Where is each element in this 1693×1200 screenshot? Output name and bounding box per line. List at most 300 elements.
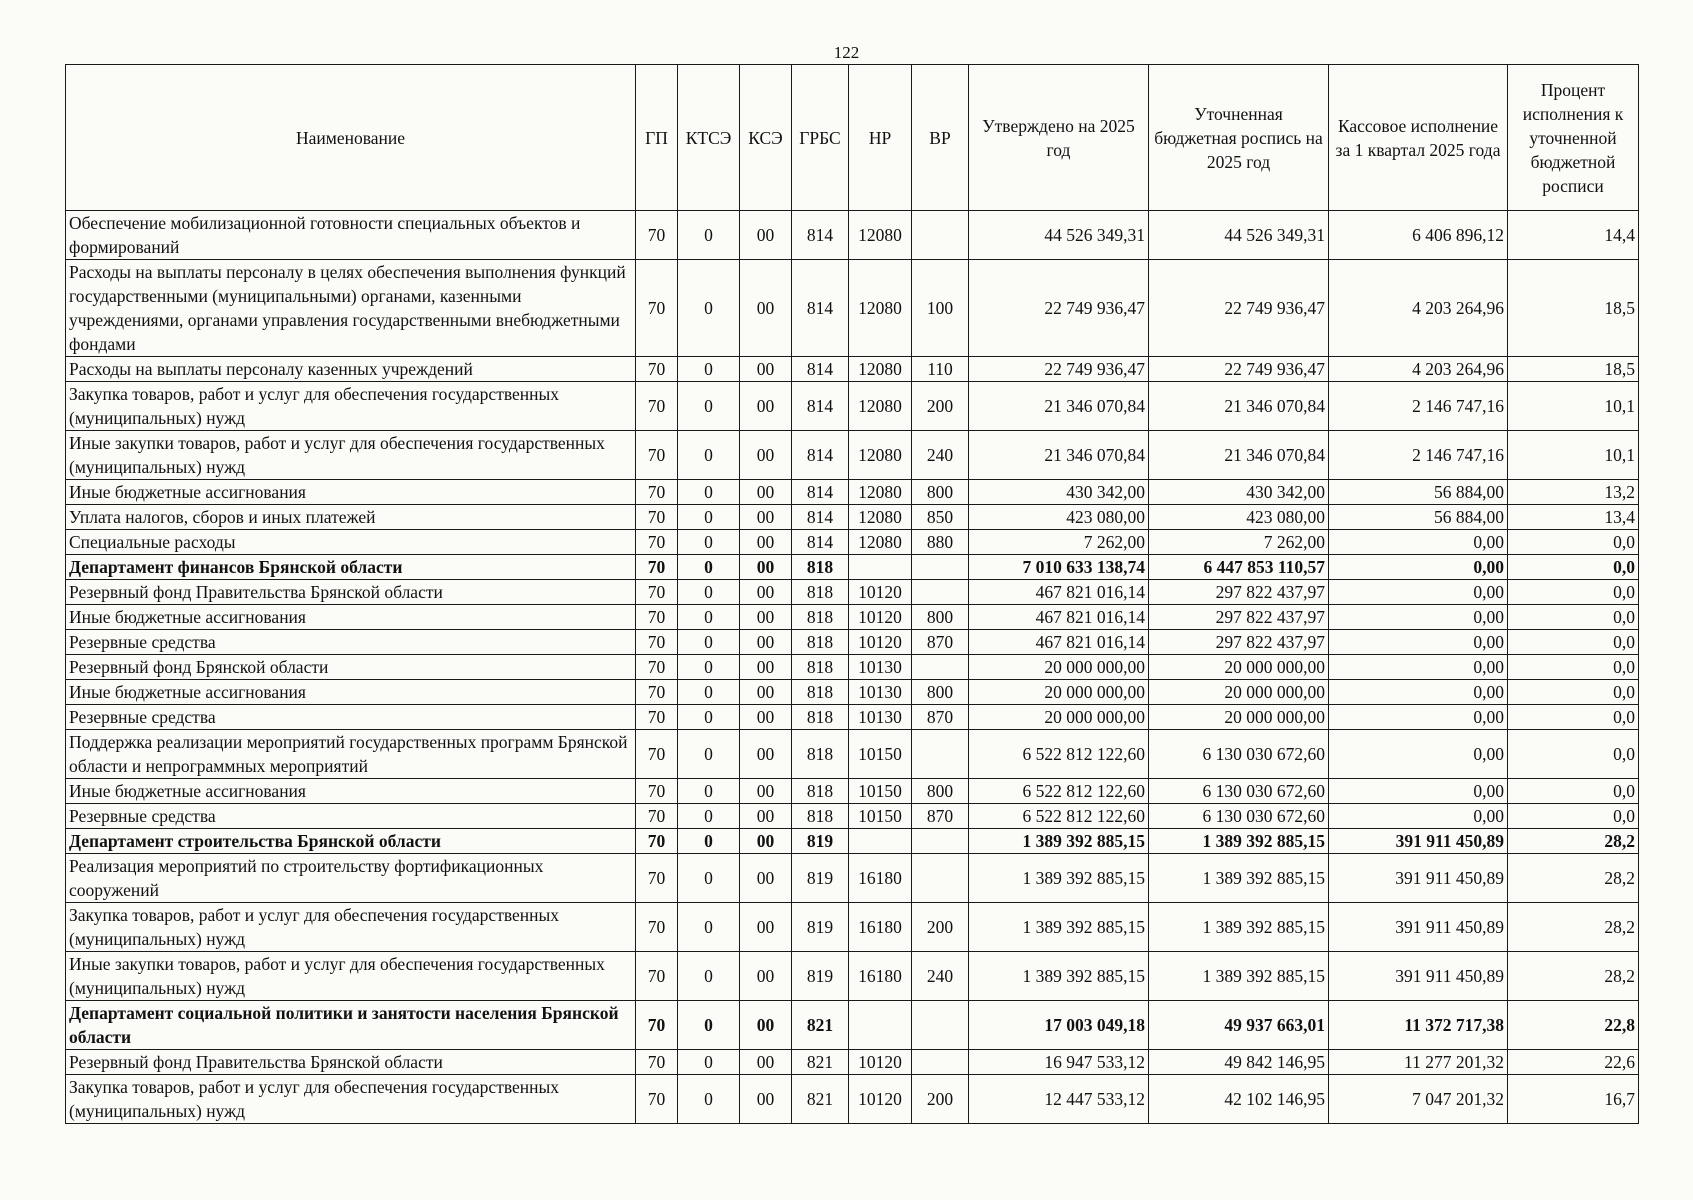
cell-percent: 28,2 [1508,829,1639,854]
page-number: 122 [833,43,860,62]
cell-name: Закупка товаров, работ и услуг для обеспечения государственных (муниципальных) нужд [66,903,636,952]
cell-approved: 20 000 000,00 [969,680,1149,705]
cell-cash: 56 884,00 [1329,505,1508,530]
cell-nr: 12080 [849,530,912,555]
table-row [66,530,1639,555]
cell-approved: 467 821 016,14 [969,630,1149,655]
cell-ktse: 0 [678,804,740,829]
cell-percent: 13,2 [1508,480,1639,505]
table-row [66,357,1639,382]
cell-gp: 70 [636,952,678,1001]
cell-percent: 14,4 [1508,211,1639,260]
cell-refined: 6 130 030 672,60 [1149,779,1329,804]
cell-refined: 6 447 853 110,57 [1149,555,1329,580]
cell-grbs: 819 [792,829,849,854]
cell-vr: 870 [912,705,969,730]
cell-grbs: 814 [792,431,849,480]
col-header-vr: ВР [912,65,969,211]
cell-cash: 0,00 [1329,804,1508,829]
cell-percent: 0,0 [1508,655,1639,680]
cell-nr [849,555,912,580]
cell-nr: 10120 [849,630,912,655]
cell-name: Иные бюджетные ассигнования [66,480,636,505]
cell-gp: 70 [636,260,678,357]
cell-ktse: 0 [678,357,740,382]
cell-percent: 28,2 [1508,854,1639,903]
cell-ktse: 0 [678,382,740,431]
cell-kse: 00 [740,260,792,357]
cell-gp: 70 [636,705,678,730]
cell-kse: 00 [740,705,792,730]
cell-vr: 800 [912,779,969,804]
cell-approved: 12 447 533,12 [969,1075,1149,1124]
cell-kse: 00 [740,530,792,555]
cell-approved: 16 947 533,12 [969,1050,1149,1075]
cell-ktse: 0 [678,530,740,555]
cell-nr: 16180 [849,952,912,1001]
cell-vr: 870 [912,630,969,655]
cell-vr [912,829,969,854]
cell-kse: 00 [740,903,792,952]
cell-refined: 297 822 437,97 [1149,580,1329,605]
cell-gp: 70 [636,829,678,854]
table-row [66,705,1639,730]
cell-approved: 6 522 812 122,60 [969,804,1149,829]
cell-vr: 800 [912,480,969,505]
cell-vr: 800 [912,605,969,630]
cell-name: Иные бюджетные ассигнования [66,779,636,804]
cell-grbs: 814 [792,211,849,260]
cell-cash: 0,00 [1329,655,1508,680]
cell-gp: 70 [636,854,678,903]
table-row [66,680,1639,705]
col-header-approved: Утверждено на 2025 год [969,65,1149,211]
cell-grbs: 819 [792,952,849,1001]
cell-nr: 10130 [849,680,912,705]
cell-grbs: 819 [792,854,849,903]
cell-gp: 70 [636,605,678,630]
cell-grbs: 818 [792,655,849,680]
cell-ktse: 0 [678,630,740,655]
cell-nr: 12080 [849,211,912,260]
cell-approved: 22 749 936,47 [969,260,1149,357]
cell-refined: 49 842 146,95 [1149,1050,1329,1075]
cell-ktse: 0 [678,555,740,580]
cell-name: Иные бюджетные ассигнования [66,680,636,705]
cell-ktse: 0 [678,730,740,779]
cell-gp: 70 [636,580,678,605]
cell-grbs: 814 [792,505,849,530]
cell-cash: 0,00 [1329,630,1508,655]
cell-kse: 00 [740,382,792,431]
cell-ktse: 0 [678,505,740,530]
cell-percent: 16,7 [1508,1075,1639,1124]
cell-ktse: 0 [678,903,740,952]
cell-percent: 10,1 [1508,382,1639,431]
cell-refined: 297 822 437,97 [1149,630,1329,655]
table-row [66,605,1639,630]
cell-vr: 240 [912,431,969,480]
cell-refined: 20 000 000,00 [1149,705,1329,730]
cell-grbs: 814 [792,260,849,357]
cell-kse: 00 [740,357,792,382]
cell-percent: 18,5 [1508,357,1639,382]
cell-gp: 70 [636,505,678,530]
cell-kse: 00 [740,952,792,1001]
cell-nr: 10120 [849,1075,912,1124]
cell-percent: 28,2 [1508,952,1639,1001]
cell-kse: 00 [740,480,792,505]
cell-cash: 0,00 [1329,680,1508,705]
cell-cash: 391 911 450,89 [1329,952,1508,1001]
cell-grbs: 818 [792,705,849,730]
cell-approved: 20 000 000,00 [969,655,1149,680]
cell-name: Закупка товаров, работ и услуг для обеспечения государственных (муниципальных) нужд [66,1075,636,1124]
table-row [66,630,1639,655]
cell-nr: 10130 [849,655,912,680]
cell-cash: 0,00 [1329,705,1508,730]
cell-grbs: 821 [792,1050,849,1075]
cell-ktse: 0 [678,480,740,505]
cell-kse: 00 [740,1001,792,1050]
cell-nr: 12080 [849,357,912,382]
cell-kse: 00 [740,655,792,680]
table-body [66,211,1639,1124]
cell-nr: 12080 [849,480,912,505]
cell-name: Резервный фонд Брянской области [66,655,636,680]
cell-refined: 1 389 392 885,15 [1149,829,1329,854]
cell-percent: 0,0 [1508,680,1639,705]
cell-refined: 1 389 392 885,15 [1149,903,1329,952]
cell-refined: 44 526 349,31 [1149,211,1329,260]
cell-nr: 10150 [849,804,912,829]
cell-cash: 0,00 [1329,730,1508,779]
cell-vr [912,1050,969,1075]
table-row [66,382,1639,431]
cell-kse: 00 [740,605,792,630]
col-header-gp: ГП [636,65,678,211]
cell-vr [912,730,969,779]
cell-percent: 0,0 [1508,605,1639,630]
table-row [66,555,1639,580]
cell-grbs: 818 [792,779,849,804]
cell-refined: 6 130 030 672,60 [1149,804,1329,829]
cell-percent: 22,8 [1508,1001,1639,1050]
cell-kse: 00 [740,1050,792,1075]
table-row [66,804,1639,829]
cell-vr: 880 [912,530,969,555]
cell-nr: 10120 [849,1050,912,1075]
cell-percent: 0,0 [1508,804,1639,829]
cell-name: Резервные средства [66,705,636,730]
cell-grbs: 819 [792,903,849,952]
cell-refined: 21 346 070,84 [1149,431,1329,480]
cell-percent: 10,1 [1508,431,1639,480]
cell-kse: 00 [740,580,792,605]
cell-refined: 1 389 392 885,15 [1149,952,1329,1001]
cell-ktse: 0 [678,705,740,730]
cell-gp: 70 [636,1001,678,1050]
table-row [66,854,1639,903]
cell-percent: 28,2 [1508,903,1639,952]
col-header-refined: Уточненная бюджетная роспись на 2025 год [1149,65,1329,211]
cell-vr: 200 [912,382,969,431]
cell-percent: 0,0 [1508,730,1639,779]
cell-name: Резервный фонд Правительства Брянской области [66,580,636,605]
table-row [66,505,1639,530]
cell-approved: 21 346 070,84 [969,431,1149,480]
cell-name: Обеспечение мобилизационной готовности специальных объектов и формирований [66,211,636,260]
cell-ktse: 0 [678,952,740,1001]
cell-approved: 6 522 812 122,60 [969,779,1149,804]
cell-cash: 0,00 [1329,580,1508,605]
table-row [66,260,1639,357]
table-row [66,211,1639,260]
cell-percent: 0,0 [1508,530,1639,555]
cell-kse: 00 [740,431,792,480]
cell-name: Департамент строительства Брянской области [66,829,636,854]
cell-vr [912,1001,969,1050]
budget-table [65,64,1639,1124]
cell-name: Резервные средства [66,630,636,655]
cell-vr: 200 [912,1075,969,1124]
cell-gp: 70 [636,431,678,480]
table-row [66,431,1639,480]
col-header-nr: НР [849,65,912,211]
cell-refined: 20 000 000,00 [1149,680,1329,705]
cell-gp: 70 [636,211,678,260]
cell-vr: 800 [912,680,969,705]
cell-cash: 2 146 747,16 [1329,431,1508,480]
cell-gp: 70 [636,730,678,779]
cell-nr [849,829,912,854]
cell-name: Реализация мероприятий по строительству фортификационных сооружений [66,854,636,903]
cell-nr: 12080 [849,431,912,480]
cell-grbs: 814 [792,480,849,505]
cell-kse: 00 [740,630,792,655]
cell-ktse: 0 [678,1050,740,1075]
cell-ktse: 0 [678,605,740,630]
cell-ktse: 0 [678,680,740,705]
col-header-kse: КСЭ [740,65,792,211]
cell-approved: 7 010 633 138,74 [969,555,1149,580]
cell-refined: 7 262,00 [1149,530,1329,555]
cell-name: Закупка товаров, работ и услуг для обеспечения государственных (муниципальных) нужд [66,382,636,431]
cell-approved: 467 821 016,14 [969,605,1149,630]
cell-gp: 70 [636,357,678,382]
cell-approved: 20 000 000,00 [969,705,1149,730]
cell-gp: 70 [636,530,678,555]
cell-nr: 12080 [849,505,912,530]
cell-refined: 430 342,00 [1149,480,1329,505]
cell-grbs: 814 [792,382,849,431]
col-header-percent: Процент исполнения к уточненной бюджетной росписи [1508,65,1639,211]
cell-grbs: 818 [792,730,849,779]
cell-grbs: 818 [792,580,849,605]
table-row [66,829,1639,854]
cell-nr: 10120 [849,580,912,605]
table-row [66,1050,1639,1075]
cell-cash: 0,00 [1329,605,1508,630]
cell-refined: 6 130 030 672,60 [1149,730,1329,779]
table-row [66,1075,1639,1124]
cell-nr: 10120 [849,605,912,630]
cell-name: Департамент социальной политики и занятости населения Брянской области [66,1001,636,1050]
cell-kse: 00 [740,211,792,260]
cell-nr: 12080 [849,260,912,357]
cell-percent: 0,0 [1508,555,1639,580]
cell-gp: 70 [636,382,678,431]
cell-vr [912,555,969,580]
table-row [66,655,1639,680]
cell-name: Расходы на выплаты персоналу в целях обеспечения выполнения функций государственными (муниципальными) органами, казенными учреждениями, органами управления государственными внебюджетными фондами [66,260,636,357]
cell-name: Поддержка реализации мероприятий государственных программ Брянской области и непрограммных мероприятий [66,730,636,779]
cell-approved: 6 522 812 122,60 [969,730,1149,779]
cell-percent: 22,6 [1508,1050,1639,1075]
cell-percent: 0,0 [1508,630,1639,655]
cell-grbs: 818 [792,630,849,655]
cell-kse: 00 [740,680,792,705]
table-row [66,779,1639,804]
cell-cash: 0,00 [1329,555,1508,580]
cell-refined: 1 389 392 885,15 [1149,854,1329,903]
cell-ktse: 0 [678,260,740,357]
table-row [66,1001,1639,1050]
table-row [66,952,1639,1001]
cell-approved: 1 389 392 885,15 [969,952,1149,1001]
cell-approved: 1 389 392 885,15 [969,903,1149,952]
cell-approved: 44 526 349,31 [969,211,1149,260]
cell-ktse: 0 [678,431,740,480]
cell-nr [849,1001,912,1050]
cell-ktse: 0 [678,211,740,260]
cell-gp: 70 [636,630,678,655]
cell-nr: 16180 [849,854,912,903]
cell-gp: 70 [636,804,678,829]
cell-gp: 70 [636,680,678,705]
table-row [66,480,1639,505]
cell-refined: 20 000 000,00 [1149,655,1329,680]
cell-gp: 70 [636,1050,678,1075]
cell-gp: 70 [636,655,678,680]
cell-nr: 12080 [849,382,912,431]
cell-vr: 200 [912,903,969,952]
cell-name: Иные закупки товаров, работ и услуг для обеспечения государственных (муниципальных) нужд [66,431,636,480]
cell-vr: 100 [912,260,969,357]
cell-ktse: 0 [678,829,740,854]
cell-kse: 00 [740,505,792,530]
cell-name: Уплата налогов, сборов и иных платежей [66,505,636,530]
col-header-cash: Кассовое исполнение за 1 квартал 2025 года [1329,65,1508,211]
cell-refined: 297 822 437,97 [1149,605,1329,630]
cell-refined: 22 749 936,47 [1149,260,1329,357]
cell-kse: 00 [740,804,792,829]
cell-gp: 70 [636,1075,678,1124]
cell-cash: 56 884,00 [1329,480,1508,505]
cell-refined: 42 102 146,95 [1149,1075,1329,1124]
cell-ktse: 0 [678,1001,740,1050]
cell-approved: 1 389 392 885,15 [969,854,1149,903]
cell-kse: 00 [740,779,792,804]
cell-ktse: 0 [678,854,740,903]
cell-vr: 240 [912,952,969,1001]
cell-grbs: 814 [792,357,849,382]
cell-percent: 13,4 [1508,505,1639,530]
table-header-row [66,65,1639,211]
cell-cash: 391 911 450,89 [1329,854,1508,903]
cell-cash: 7 047 201,32 [1329,1075,1508,1124]
cell-approved: 22 749 936,47 [969,357,1149,382]
cell-ktse: 0 [678,779,740,804]
cell-name: Специальные расходы [66,530,636,555]
cell-name: Иные закупки товаров, работ и услуг для обеспечения государственных (муниципальных) нужд [66,952,636,1001]
cell-cash: 4 203 264,96 [1329,260,1508,357]
cell-gp: 70 [636,779,678,804]
cell-gp: 70 [636,480,678,505]
cell-refined: 49 937 663,01 [1149,1001,1329,1050]
cell-percent: 0,0 [1508,779,1639,804]
cell-cash: 4 203 264,96 [1329,357,1508,382]
table-row [66,730,1639,779]
cell-cash: 2 146 747,16 [1329,382,1508,431]
cell-cash: 391 911 450,89 [1329,829,1508,854]
cell-cash: 0,00 [1329,530,1508,555]
table-row [66,580,1639,605]
cell-approved: 21 346 070,84 [969,382,1149,431]
cell-name: Резервный фонд Правительства Брянской области [66,1050,636,1075]
cell-refined: 22 749 936,47 [1149,357,1329,382]
cell-cash: 391 911 450,89 [1329,903,1508,952]
cell-ktse: 0 [678,1075,740,1124]
cell-grbs: 818 [792,804,849,829]
cell-kse: 00 [740,854,792,903]
cell-grbs: 818 [792,605,849,630]
cell-vr [912,655,969,680]
cell-vr [912,580,969,605]
cell-approved: 430 342,00 [969,480,1149,505]
cell-nr: 10150 [849,779,912,804]
cell-kse: 00 [740,1075,792,1124]
cell-gp: 70 [636,903,678,952]
cell-name: Иные бюджетные ассигнования [66,605,636,630]
cell-approved: 1 389 392 885,15 [969,829,1149,854]
cell-ktse: 0 [678,580,740,605]
col-header-name: Наименование [66,65,636,211]
cell-approved: 423 080,00 [969,505,1149,530]
cell-nr: 16180 [849,903,912,952]
cell-grbs: 821 [792,1001,849,1050]
cell-kse: 00 [740,829,792,854]
cell-gp: 70 [636,555,678,580]
cell-vr [912,854,969,903]
cell-refined: 423 080,00 [1149,505,1329,530]
cell-nr: 10150 [849,730,912,779]
cell-percent: 0,0 [1508,705,1639,730]
cell-cash: 0,00 [1329,779,1508,804]
cell-grbs: 821 [792,1075,849,1124]
cell-name: Департамент финансов Брянской области [66,555,636,580]
cell-kse: 00 [740,555,792,580]
cell-approved: 467 821 016,14 [969,580,1149,605]
cell-vr [912,211,969,260]
cell-vr: 870 [912,804,969,829]
cell-name: Резервные средства [66,804,636,829]
cell-approved: 7 262,00 [969,530,1149,555]
col-header-grbs: ГРБС [792,65,849,211]
cell-ktse: 0 [678,655,740,680]
cell-cash: 11 372 717,38 [1329,1001,1508,1050]
cell-kse: 00 [740,730,792,779]
